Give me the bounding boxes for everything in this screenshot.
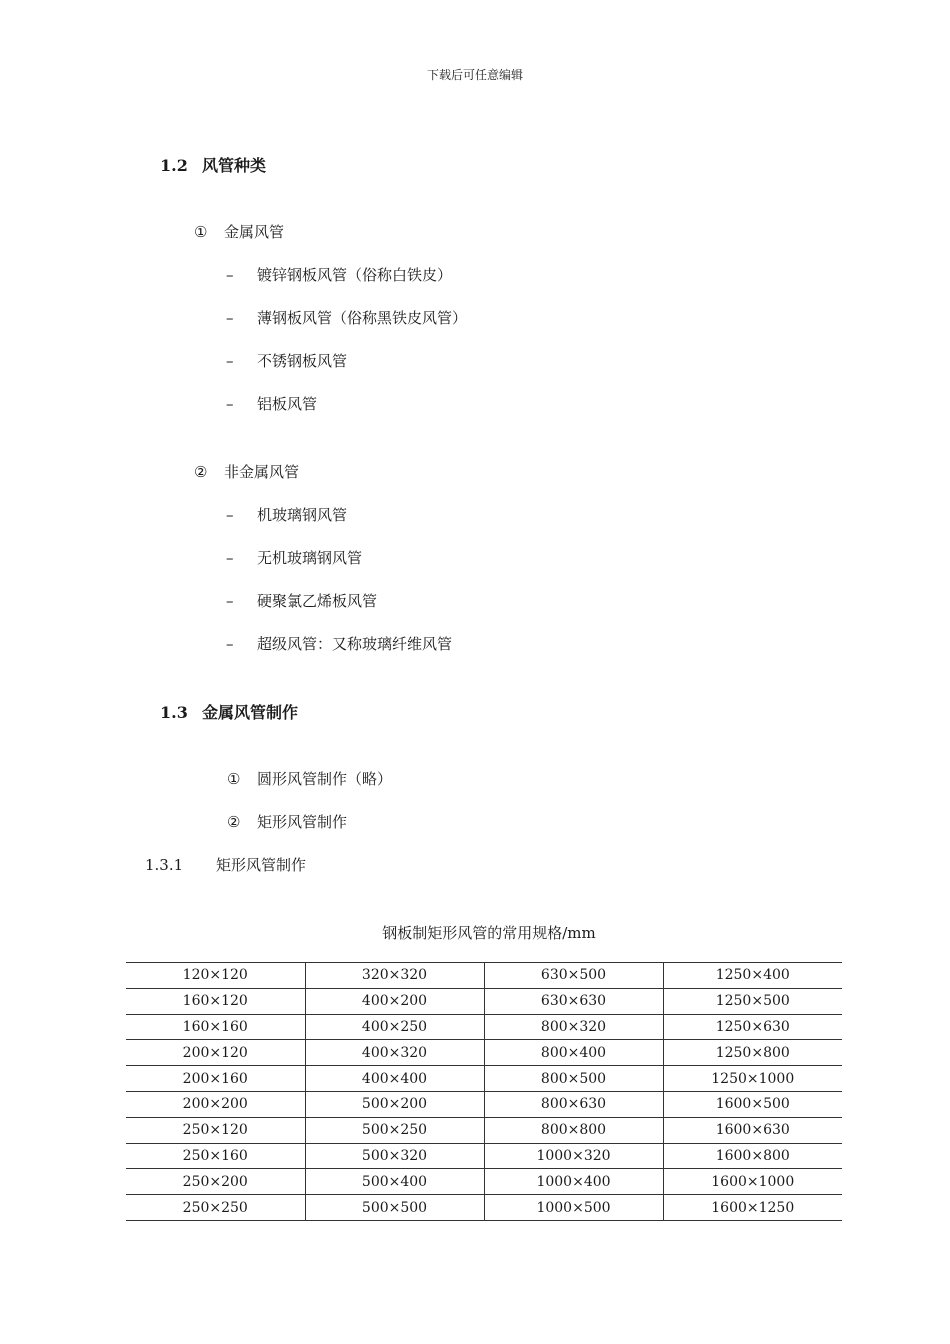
dash-bullet: – (226, 266, 234, 284)
table-cell: 1000×500 (484, 1195, 663, 1221)
table-cell: 1250×630 (663, 1014, 842, 1040)
section-title: 风管种类 (202, 156, 267, 175)
table-row (126, 1117, 842, 1143)
dash-bullet: – (226, 352, 234, 370)
list-item (226, 590, 377, 611)
section-heading-1-3 (160, 700, 298, 723)
list-item-text: 薄钢板风管（俗称黑铁皮风管） (257, 309, 468, 327)
table-cell: 200×200 (126, 1091, 305, 1117)
section-heading-1-2 (160, 153, 266, 176)
table-cell: 1250×800 (663, 1040, 842, 1066)
table-cell: 500×320 (305, 1143, 484, 1169)
list-item (226, 633, 452, 654)
page-header: 下载后可任意编辑 (426, 68, 523, 82)
table-cell: 400×400 (305, 1066, 484, 1092)
list-item-text: 不锈钢板风管 (257, 352, 348, 370)
table-cell: 500×400 (305, 1169, 484, 1195)
circled-number: ② (227, 813, 241, 831)
group-heading-metal (194, 221, 284, 242)
table-cell: 500×500 (305, 1195, 484, 1221)
spec-table (126, 962, 842, 1221)
table-cell: 320×320 (305, 963, 484, 989)
table-cell: 120×120 (126, 963, 305, 989)
group-heading-nonmetal (194, 461, 299, 482)
table-cell: 400×250 (305, 1014, 484, 1040)
table-row (126, 1091, 842, 1117)
table-cell: 630×630 (484, 988, 663, 1014)
table-cell: 800×630 (484, 1091, 663, 1117)
group-title: 金属风管 (224, 223, 285, 241)
table-cell: 1600×1250 (663, 1195, 842, 1221)
table-cell: 1000×320 (484, 1143, 663, 1169)
section-number: 1.3.1 (145, 856, 184, 874)
group-title: 非金属风管 (224, 463, 300, 481)
dash-bullet: – (226, 549, 234, 567)
dash-bullet: – (226, 506, 234, 524)
table-cell: 1250×1000 (663, 1066, 842, 1092)
section-title: 金属风管制作 (202, 703, 299, 722)
section-number: 1.3 (160, 703, 188, 722)
list-item-text: 镀锌钢板风管（俗称白铁皮） (257, 266, 453, 284)
table-cell: 250×250 (126, 1195, 305, 1221)
list-item-text: 机玻璃钢风管 (257, 506, 348, 524)
table-caption: 钢板制矩形风管的常用规格/mm (382, 924, 596, 942)
table-cell: 800×800 (484, 1117, 663, 1143)
dash-bullet: – (226, 395, 234, 413)
table-cell: 200×120 (126, 1040, 305, 1066)
list-item (226, 547, 362, 568)
table-cell: 200×160 (126, 1066, 305, 1092)
list-item-text: 无机玻璃钢风管 (257, 549, 363, 567)
list-item (226, 264, 452, 285)
list-item (226, 350, 347, 371)
table-cell: 800×500 (484, 1066, 663, 1092)
table-cell: 1600×500 (663, 1091, 842, 1117)
table-row (126, 1014, 842, 1040)
table-cell: 800×320 (484, 1014, 663, 1040)
list-item-text: 圆形风管制作（略） (257, 770, 393, 788)
subsection-heading-1-3-1 (145, 854, 306, 875)
list-item (226, 393, 317, 414)
list-item-text: 矩形风管制作 (257, 813, 348, 831)
table-cell: 500×250 (305, 1117, 484, 1143)
table-row (126, 1195, 842, 1221)
table-cell: 1600×800 (663, 1143, 842, 1169)
table-cell: 160×160 (126, 1014, 305, 1040)
table-cell: 500×200 (305, 1091, 484, 1117)
list-item (226, 307, 467, 328)
table-cell: 1600×630 (663, 1117, 842, 1143)
table-row (126, 1143, 842, 1169)
list-item-text: 超级风管：又称玻璃纤维风管 (257, 635, 453, 653)
list-item-text: 硬聚氯乙烯板风管 (257, 592, 378, 610)
table-cell: 250×120 (126, 1117, 305, 1143)
table-cell: 160×120 (126, 988, 305, 1014)
table-cell: 1000×400 (484, 1169, 663, 1195)
table-row (126, 1169, 842, 1195)
table-cell: 1250×500 (663, 988, 842, 1014)
dash-bullet: – (226, 309, 234, 327)
dash-bullet: – (226, 592, 234, 610)
table-cell: 1600×1000 (663, 1169, 842, 1195)
table-cell: 1250×400 (663, 963, 842, 989)
circled-number: ① (227, 770, 241, 788)
list-item (227, 768, 392, 789)
table-cell: 800×400 (484, 1040, 663, 1066)
section-number: 1.2 (160, 156, 188, 175)
list-item (227, 811, 347, 832)
table-row (126, 1040, 842, 1066)
table-cell: 250×200 (126, 1169, 305, 1195)
list-item (226, 504, 347, 525)
table-cell: 630×500 (484, 963, 663, 989)
section-title: 矩形风管制作 (216, 856, 307, 874)
list-item-text: 铝板风管 (257, 395, 318, 413)
table-row (126, 988, 842, 1014)
table-row (126, 1066, 842, 1092)
spec-table-body (126, 963, 842, 1221)
table-row (126, 963, 842, 989)
table-cell: 400×320 (305, 1040, 484, 1066)
circled-number: ① (194, 223, 208, 241)
dash-bullet: – (226, 635, 234, 653)
table-cell: 250×160 (126, 1143, 305, 1169)
table-cell: 400×200 (305, 988, 484, 1014)
circled-number: ② (194, 463, 208, 481)
